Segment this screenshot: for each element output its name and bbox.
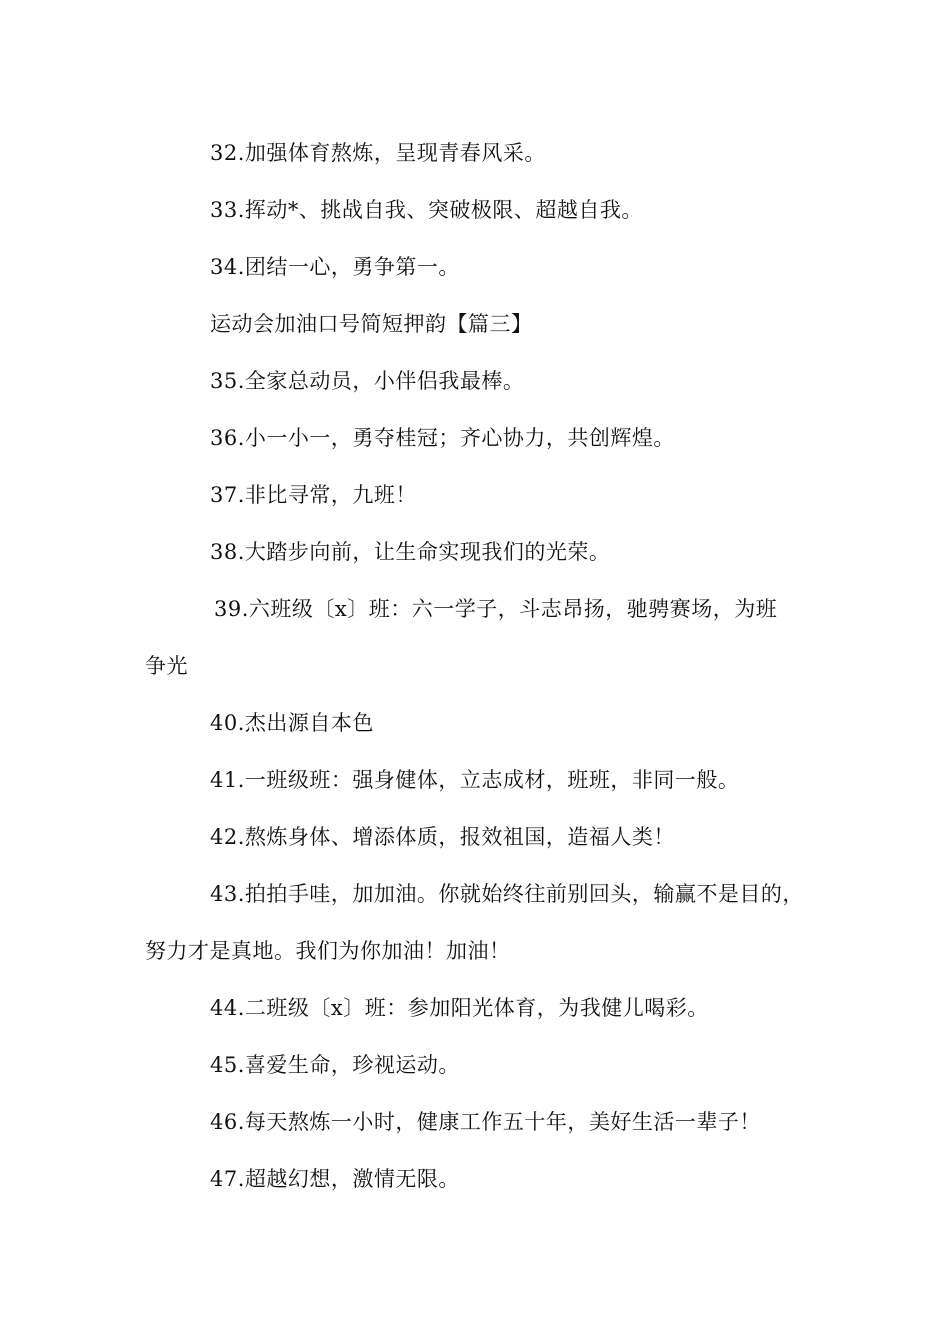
- slogan-43-continuation: 努力才是真地。我们为你加油！加油！: [145, 939, 511, 963]
- slogan-36: 36.小一小一，勇夺桂冠；齐心协力，共创辉煌。: [210, 426, 675, 450]
- slogan-45: 45.喜爱生命，珍视运动。: [210, 1053, 460, 1077]
- slogan-41: 41.一班级班：强身健体，立志成材，班班，非同一般。: [210, 768, 740, 792]
- slogan-44: 44.二班级〔x〕班：参加阳光体育，为我健儿喝彩。: [210, 996, 709, 1020]
- slogan-35: 35.全家总动员，小伴侣我最棒。: [210, 369, 525, 393]
- slogan-47: 47.超越幻想，激情无限。: [210, 1167, 460, 1191]
- slogan-38: 38.大踏步向前，让生命实现我们的光荣。: [210, 540, 611, 564]
- section-heading: 运动会加油口号简短押韵【篇三】: [210, 312, 533, 336]
- slogan-43: 43.拍拍手哇，加加油。你就始终往前别回头，输赢不是目的，: [210, 882, 804, 906]
- slogan-46: 46.每天熬炼一小时，健康工作五十年，美好生活一辈子！: [210, 1110, 761, 1134]
- slogan-39: 39.六班级〔x〕班：六一学子，斗志昂扬，驰骋赛场，为班: [214, 597, 778, 621]
- slogan-37: 37.非比寻常，九班！: [210, 483, 417, 507]
- slogan-39-continuation: 争光: [145, 654, 188, 678]
- slogan-32: 32.加强体育熬炼，呈现青春风采。: [210, 141, 546, 165]
- slogan-33: 33.挥动*、挑战自我、突破极限、超越自我。: [210, 198, 643, 222]
- slogan-40: 40.杰出源自本色: [210, 711, 374, 735]
- slogan-34: 34.团结一心，勇争第一。: [210, 255, 460, 279]
- slogan-42: 42.熬炼身体、增添体质，报效祖国，造福人类！: [210, 825, 675, 849]
